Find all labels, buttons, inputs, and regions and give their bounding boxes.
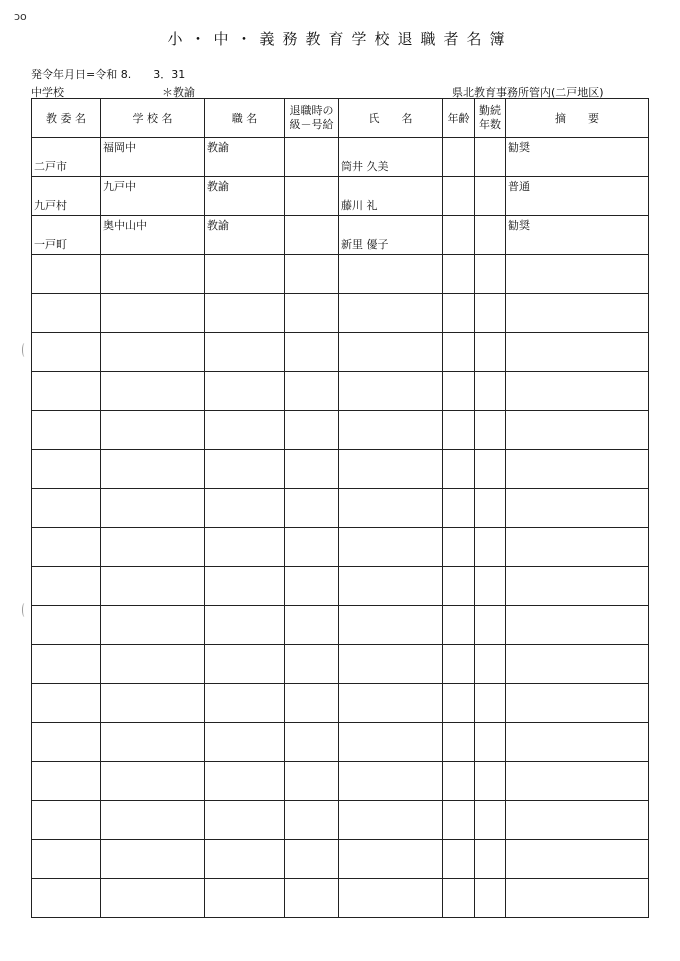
- document-title: 小・中・義務教育学校退職者名簿: [167, 30, 513, 48]
- cell-grade: [285, 177, 339, 216]
- empty-cell: [339, 372, 443, 411]
- empty-cell: [32, 645, 101, 684]
- empty-cell: [339, 723, 443, 762]
- empty-cell: [101, 450, 205, 489]
- empty-cell: [443, 450, 475, 489]
- empty-cell: [443, 684, 475, 723]
- empty-cell: [205, 645, 285, 684]
- empty-row: [32, 528, 649, 567]
- empty-cell: [443, 762, 475, 801]
- empty-cell: [32, 411, 101, 450]
- empty-cell: [32, 684, 101, 723]
- page-number-mark: ɔo: [14, 10, 27, 23]
- empty-cell: [475, 333, 506, 372]
- cell-age: [443, 177, 475, 216]
- school-type: 中学校: [31, 86, 64, 99]
- empty-cell: [475, 294, 506, 333]
- cell-remarks: [506, 138, 649, 177]
- empty-cell: [475, 840, 506, 879]
- cell-board: [32, 138, 101, 177]
- empty-cell: [475, 879, 506, 918]
- empty-cell: [475, 528, 506, 567]
- empty-cell: [443, 840, 475, 879]
- empty-cell: [475, 450, 506, 489]
- cell-board: [32, 216, 101, 255]
- empty-cell: [205, 489, 285, 528]
- empty-cell: [506, 723, 649, 762]
- empty-cell: [101, 645, 205, 684]
- empty-cell: [32, 801, 101, 840]
- empty-cell: [339, 411, 443, 450]
- empty-cell: [475, 489, 506, 528]
- empty-cell: [443, 372, 475, 411]
- empty-cell: [285, 489, 339, 528]
- position-value: 教諭: [207, 180, 229, 193]
- empty-cell: [101, 528, 205, 567]
- empty-cell: [285, 333, 339, 372]
- empty-cell: [285, 879, 339, 918]
- empty-cell: [32, 294, 101, 333]
- empty-cell: [101, 762, 205, 801]
- cell-name: [339, 216, 443, 255]
- empty-cell: [285, 528, 339, 567]
- empty-cell: [443, 294, 475, 333]
- empty-cell: [32, 333, 101, 372]
- empty-cell: [205, 528, 285, 567]
- empty-cell: [101, 567, 205, 606]
- empty-cell: [285, 723, 339, 762]
- empty-cell: [475, 411, 506, 450]
- empty-row: [32, 840, 649, 879]
- empty-cell: [339, 333, 443, 372]
- name-value: 筒井 久美: [341, 160, 389, 173]
- empty-cell: [475, 762, 506, 801]
- empty-cell: [506, 333, 649, 372]
- remarks-value: 普通: [508, 180, 530, 193]
- board-value: 二戸市: [34, 160, 67, 173]
- remarks-value: 勧奨: [508, 141, 530, 154]
- empty-cell: [32, 762, 101, 801]
- cell-position: [205, 177, 285, 216]
- school-value: 奥中山中: [103, 219, 147, 232]
- empty-cell: [443, 567, 475, 606]
- empty-cell: [339, 567, 443, 606]
- empty-cell: [285, 606, 339, 645]
- empty-row: [32, 294, 649, 333]
- empty-cell: [32, 606, 101, 645]
- cell-age: [443, 216, 475, 255]
- empty-cell: [475, 801, 506, 840]
- empty-row: [32, 645, 649, 684]
- position-value: 教諭: [207, 219, 229, 232]
- position-filter: ＊教諭: [162, 86, 195, 99]
- empty-cell: [101, 840, 205, 879]
- empty-cell: [475, 606, 506, 645]
- empty-cell: [32, 879, 101, 918]
- header-grade: 退職時の 級－号給: [285, 99, 339, 138]
- empty-cell: [475, 255, 506, 294]
- empty-cell: [443, 801, 475, 840]
- cell-board: [32, 177, 101, 216]
- name-value: 新里 優子: [341, 238, 389, 251]
- empty-cell: [285, 567, 339, 606]
- empty-cell: [32, 372, 101, 411]
- empty-cell: [506, 762, 649, 801]
- empty-cell: [32, 528, 101, 567]
- empty-row: [32, 801, 649, 840]
- empty-cell: [101, 333, 205, 372]
- empty-cell: [339, 255, 443, 294]
- cell-grade: [285, 216, 339, 255]
- empty-cell: [506, 684, 649, 723]
- empty-cell: [443, 333, 475, 372]
- empty-cell: [101, 372, 205, 411]
- empty-cell: [506, 450, 649, 489]
- table-row: [32, 177, 649, 216]
- empty-cell: [339, 606, 443, 645]
- empty-row: [32, 255, 649, 294]
- empty-cell: [506, 840, 649, 879]
- empty-cell: [339, 762, 443, 801]
- appointment-date: 発令年月日=令和 8. 3．31: [31, 68, 186, 81]
- empty-cell: [443, 723, 475, 762]
- empty-cell: [101, 255, 205, 294]
- empty-cell: [506, 489, 649, 528]
- empty-cell: [475, 723, 506, 762]
- empty-cell: [32, 489, 101, 528]
- empty-row: [32, 489, 649, 528]
- empty-cell: [443, 645, 475, 684]
- cell-school: [101, 177, 205, 216]
- empty-cell: [32, 450, 101, 489]
- empty-cell: [101, 489, 205, 528]
- empty-cell: [101, 723, 205, 762]
- cell-position: [205, 138, 285, 177]
- empty-cell: [205, 255, 285, 294]
- empty-cell: [32, 840, 101, 879]
- empty-cell: [339, 879, 443, 918]
- empty-cell: [101, 606, 205, 645]
- empty-cell: [205, 606, 285, 645]
- empty-cell: [339, 801, 443, 840]
- margin-mark: [22, 603, 27, 617]
- empty-cell: [443, 528, 475, 567]
- position-value: 教諭: [207, 141, 229, 154]
- empty-cell: [285, 645, 339, 684]
- empty-cell: [205, 372, 285, 411]
- empty-cell: [285, 255, 339, 294]
- empty-cell: [101, 801, 205, 840]
- name-value: 藤川 礼: [341, 199, 378, 212]
- empty-cell: [339, 450, 443, 489]
- empty-row: [32, 762, 649, 801]
- empty-cell: [339, 489, 443, 528]
- empty-cell: [339, 684, 443, 723]
- header-years: 勤続 年数: [475, 99, 506, 138]
- header-remarks: 摘 要: [506, 99, 649, 138]
- empty-cell: [285, 450, 339, 489]
- empty-cell: [285, 684, 339, 723]
- empty-cell: [285, 801, 339, 840]
- header-age: 年齢: [443, 99, 475, 138]
- empty-cell: [443, 879, 475, 918]
- empty-cell: [339, 840, 443, 879]
- empty-row: [32, 567, 649, 606]
- empty-cell: [506, 411, 649, 450]
- empty-row: [32, 723, 649, 762]
- empty-cell: [506, 645, 649, 684]
- empty-cell: [285, 372, 339, 411]
- empty-cell: [443, 489, 475, 528]
- empty-cell: [506, 567, 649, 606]
- empty-cell: [205, 294, 285, 333]
- cell-school: [101, 138, 205, 177]
- empty-cell: [475, 645, 506, 684]
- region-label: 県北教育事務所管内(二戸地区): [452, 86, 604, 99]
- empty-row: [32, 333, 649, 372]
- cell-remarks: [506, 216, 649, 255]
- cell-years: [475, 138, 506, 177]
- retiree-table: [31, 98, 649, 918]
- empty-cell: [32, 255, 101, 294]
- empty-cell: [205, 450, 285, 489]
- empty-cell: [475, 567, 506, 606]
- empty-cell: [506, 255, 649, 294]
- empty-cell: [32, 723, 101, 762]
- cell-name: [339, 177, 443, 216]
- board-value: 一戸町: [34, 238, 67, 251]
- empty-cell: [506, 879, 649, 918]
- cell-remarks: [506, 177, 649, 216]
- empty-cell: [101, 879, 205, 918]
- empty-cell: [101, 684, 205, 723]
- board-value: 九戸村: [34, 199, 67, 212]
- empty-cell: [205, 567, 285, 606]
- empty-cell: [285, 294, 339, 333]
- cell-position: [205, 216, 285, 255]
- empty-cell: [32, 567, 101, 606]
- empty-cell: [205, 723, 285, 762]
- empty-cell: [506, 606, 649, 645]
- empty-cell: [475, 684, 506, 723]
- table-header-row: [32, 99, 649, 138]
- margin-mark: [22, 343, 27, 357]
- cell-years: [475, 177, 506, 216]
- empty-row: [32, 684, 649, 723]
- cell-school: [101, 216, 205, 255]
- cell-years: [475, 216, 506, 255]
- header-name: 氏 名: [339, 99, 443, 138]
- empty-cell: [285, 762, 339, 801]
- empty-cell: [506, 372, 649, 411]
- remarks-value: 勧奨: [508, 219, 530, 232]
- empty-cell: [339, 294, 443, 333]
- empty-cell: [101, 294, 205, 333]
- empty-cell: [205, 801, 285, 840]
- empty-cell: [101, 411, 205, 450]
- empty-cell: [506, 801, 649, 840]
- empty-cell: [443, 411, 475, 450]
- header-position: 職 名: [205, 99, 285, 138]
- empty-cell: [205, 333, 285, 372]
- empty-row: [32, 411, 649, 450]
- empty-row: [32, 879, 649, 918]
- school-value: 九戸中: [103, 180, 136, 193]
- empty-cell: [475, 372, 506, 411]
- empty-cell: [506, 294, 649, 333]
- empty-cell: [205, 411, 285, 450]
- cell-age: [443, 138, 475, 177]
- empty-cell: [205, 762, 285, 801]
- empty-cell: [443, 606, 475, 645]
- empty-cell: [443, 255, 475, 294]
- header-school: 学 校 名: [101, 99, 205, 138]
- empty-row: [32, 450, 649, 489]
- empty-cell: [506, 528, 649, 567]
- table-row: [32, 216, 649, 255]
- empty-row: [32, 372, 649, 411]
- empty-cell: [205, 879, 285, 918]
- empty-cell: [285, 840, 339, 879]
- empty-cell: [205, 684, 285, 723]
- table-row: [32, 138, 649, 177]
- empty-cell: [285, 411, 339, 450]
- cell-name: [339, 138, 443, 177]
- header-board: 教 委 名: [32, 99, 101, 138]
- empty-row: [32, 606, 649, 645]
- empty-cell: [205, 840, 285, 879]
- empty-cell: [339, 528, 443, 567]
- school-value: 福岡中: [103, 141, 136, 154]
- cell-grade: [285, 138, 339, 177]
- empty-cell: [339, 645, 443, 684]
